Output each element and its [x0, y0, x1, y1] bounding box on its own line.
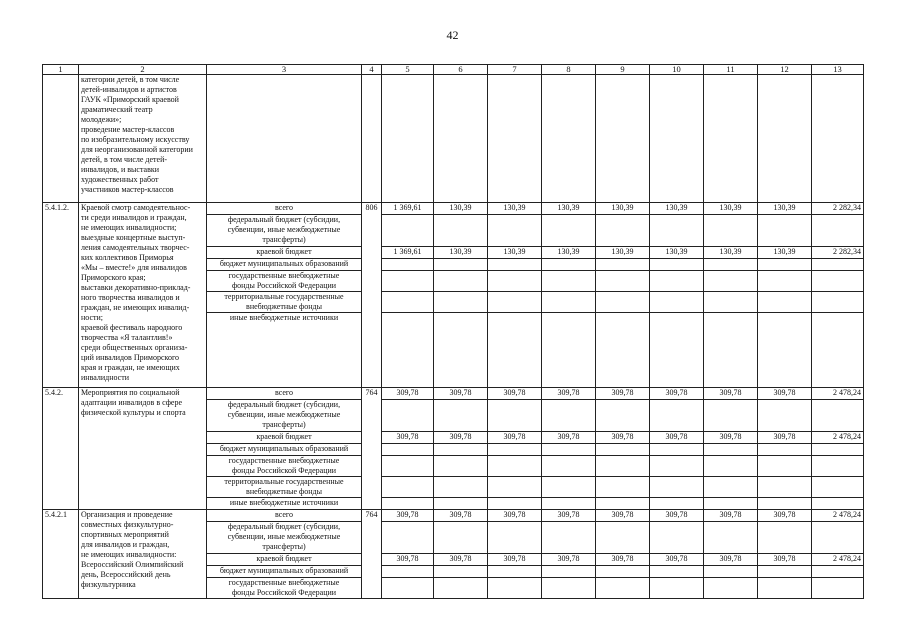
column-number: 10: [650, 65, 704, 75]
year-value: [542, 498, 596, 510]
year-value: [382, 271, 434, 292]
year-value: 309,78: [434, 554, 488, 566]
funding-row: [43, 388, 864, 400]
section-number: 5.4.2.1: [43, 510, 79, 599]
funding-source: бюджет муниципальных образований: [207, 566, 362, 578]
year-value: 309,78: [596, 388, 650, 400]
year-value: [704, 313, 758, 388]
column-number: 8: [542, 65, 596, 75]
total-value: [812, 215, 864, 247]
year-value: 130,39: [542, 247, 596, 259]
funding-source: государственные внебюджетные фонды Российской Федерации: [207, 271, 362, 292]
year-value: [596, 259, 650, 271]
year-value: [596, 215, 650, 247]
year-value: 309,78: [596, 510, 650, 522]
year-value: [542, 578, 596, 599]
year-value: [758, 456, 812, 477]
year-value: 130,39: [758, 247, 812, 259]
year-value: 309,78: [758, 510, 812, 522]
column-number: 4: [362, 65, 382, 75]
total-value: [812, 259, 864, 271]
year-value: [650, 477, 704, 498]
section-description: Организация и проведение совместных физкультурно- спортивных мероприятий для инвалидов и граждан, не имеющих инвалидности: Всероссийский Олимпийский день, Всероссийский день физкультурника: [79, 510, 207, 599]
year-value: 309,78: [488, 432, 542, 444]
year-value: 309,78: [434, 432, 488, 444]
year-value: 1 369,61: [382, 203, 434, 215]
year-value: [704, 522, 758, 554]
year-value: [596, 566, 650, 578]
section-number: 5.4.1.2.: [43, 203, 79, 388]
year-value: [758, 215, 812, 247]
year-value: [704, 477, 758, 498]
year-value: [382, 400, 434, 432]
year-value: 309,78: [704, 432, 758, 444]
funding-source: всего: [207, 388, 362, 400]
year-value: [704, 215, 758, 247]
year-value: 130,39: [650, 203, 704, 215]
funding-row: [43, 203, 864, 215]
year-value: [488, 292, 542, 313]
year-value: [488, 522, 542, 554]
year-value: 309,78: [650, 388, 704, 400]
year-value: [704, 498, 758, 510]
program-financing-table: [42, 64, 864, 599]
year-value: 309,78: [542, 554, 596, 566]
year-value: 309,78: [596, 432, 650, 444]
total-value: [812, 292, 864, 313]
year-value: [596, 271, 650, 292]
section-description: Краевой смотр самодеятельнос- ти среди инвалидов и граждан, не имеющих инвалидности; выездные концертные выступ- ления самодеятельных творчес- ких коллективов Приморья «Мы – вместе!» для инвалидов Приморского края; выставки декоративно-приклад- ного творчества инвалидов и граждан, не имеющих инвалид- ности; краевой фестиваль народного творчества «Я талантлив!» среди общественных организа- ций инвалидов Приморского края и граждан, не имеющих инвалидности: [79, 203, 207, 388]
funding-row: [43, 510, 864, 522]
total-value: [812, 578, 864, 599]
year-value: [758, 578, 812, 599]
year-value: 309,78: [758, 388, 812, 400]
year-value: [434, 456, 488, 477]
year-value: [542, 259, 596, 271]
year-value: 130,39: [596, 247, 650, 259]
year-value: 309,78: [596, 554, 650, 566]
year-value: 309,78: [704, 554, 758, 566]
funding-source: иные внебюджетные источники: [207, 313, 362, 388]
column-number: 6: [434, 65, 488, 75]
year-value: [488, 215, 542, 247]
year-value: [542, 400, 596, 432]
year-value: [650, 400, 704, 432]
year-value: 309,78: [650, 432, 704, 444]
year-value: [488, 456, 542, 477]
column-number: 3: [207, 65, 362, 75]
year-value: [596, 313, 650, 388]
year-value: [704, 566, 758, 578]
column-number-row: [43, 65, 864, 75]
year-value: [382, 292, 434, 313]
year-value: 309,78: [704, 510, 758, 522]
year-value: [650, 271, 704, 292]
year-value: [542, 271, 596, 292]
funding-source: всего: [207, 510, 362, 522]
year-value: [596, 578, 650, 599]
year-value: [434, 313, 488, 388]
year-value: [758, 477, 812, 498]
total-value: [812, 477, 864, 498]
year-value: [434, 215, 488, 247]
year-value: 130,39: [758, 203, 812, 215]
funding-source: государственные внебюджетные фонды Российской Федерации: [207, 578, 362, 599]
year-value: [382, 522, 434, 554]
funding-source: бюджет муниципальных образований: [207, 259, 362, 271]
year-value: [434, 522, 488, 554]
year-value: 309,78: [650, 554, 704, 566]
total-value: 2 478,24: [812, 510, 864, 522]
year-value: [650, 444, 704, 456]
year-value: [650, 522, 704, 554]
year-value: 130,39: [596, 203, 650, 215]
year-value: [758, 498, 812, 510]
total-value: [812, 400, 864, 432]
year-value: [542, 215, 596, 247]
year-value: [488, 313, 542, 388]
continuation-description: категории детей, в том числе детей-инвалидов и артистов ГАУК «Приморский краевой драматический театр молодежи»; проведение мастер-классов по изобразительному искусству для неорганизованной категории детей, в том числе детей- инвалидов, и выставки художественных работ участников мастер-классов: [79, 75, 207, 203]
year-value: [758, 259, 812, 271]
year-value: [758, 313, 812, 388]
year-value: 309,78: [382, 510, 434, 522]
section-number: 5.4.2.: [43, 388, 79, 510]
continuation-row: [43, 75, 864, 203]
year-value: 309,78: [650, 510, 704, 522]
year-value: [542, 313, 596, 388]
year-value: 309,78: [758, 554, 812, 566]
year-value: [704, 400, 758, 432]
total-value: 2 478,24: [812, 388, 864, 400]
year-value: [488, 498, 542, 510]
funding-source: бюджет муниципальных образований: [207, 444, 362, 456]
year-value: [704, 456, 758, 477]
year-value: 309,78: [382, 432, 434, 444]
funding-source: территориальные государственные внебюджетные фонды: [207, 292, 362, 313]
year-value: 130,39: [488, 203, 542, 215]
year-value: [382, 444, 434, 456]
budget-code: 764: [362, 388, 382, 510]
year-value: 1 369,61: [382, 247, 434, 259]
year-value: [434, 566, 488, 578]
year-value: [382, 498, 434, 510]
year-value: [434, 259, 488, 271]
year-value: 130,39: [704, 203, 758, 215]
funding-source: иные внебюджетные источники: [207, 498, 362, 510]
year-value: [434, 578, 488, 599]
year-value: [704, 271, 758, 292]
year-value: 309,78: [542, 388, 596, 400]
year-value: [650, 215, 704, 247]
year-value: [382, 578, 434, 599]
funding-source: краевой бюджет: [207, 432, 362, 444]
total-value: [812, 566, 864, 578]
column-number: 5: [382, 65, 434, 75]
year-value: [704, 292, 758, 313]
year-value: 309,78: [488, 554, 542, 566]
year-value: [434, 477, 488, 498]
year-value: [382, 313, 434, 388]
page-number: 42: [446, 28, 459, 42]
total-value: 2 282,34: [812, 203, 864, 215]
year-value: 130,39: [704, 247, 758, 259]
year-value: [704, 444, 758, 456]
year-value: [542, 522, 596, 554]
year-value: [434, 400, 488, 432]
year-value: [650, 456, 704, 477]
year-value: [382, 566, 434, 578]
year-value: [542, 444, 596, 456]
year-value: [758, 444, 812, 456]
total-value: [812, 456, 864, 477]
funding-source: краевой бюджет: [207, 554, 362, 566]
funding-source: федеральный бюджет (субсидии, субвенции, иные межбюджетные трансферты): [207, 215, 362, 247]
year-value: [488, 566, 542, 578]
year-value: [488, 477, 542, 498]
year-value: 130,39: [434, 247, 488, 259]
year-value: 309,78: [434, 388, 488, 400]
year-value: [650, 292, 704, 313]
year-value: [488, 259, 542, 271]
column-number: 1: [43, 65, 79, 75]
year-value: [650, 313, 704, 388]
year-value: 309,78: [382, 388, 434, 400]
year-value: [758, 400, 812, 432]
total-value: [812, 444, 864, 456]
year-value: [488, 444, 542, 456]
year-value: [542, 456, 596, 477]
year-value: 309,78: [382, 554, 434, 566]
section-description: Мероприятия по социальной адаптации инвалидов в сфере физической культуры и спорта: [79, 388, 207, 510]
total-value: 2 478,24: [812, 432, 864, 444]
year-value: [542, 566, 596, 578]
year-value: [758, 292, 812, 313]
column-number: 12: [758, 65, 812, 75]
year-value: [596, 477, 650, 498]
year-value: [704, 259, 758, 271]
funding-source: территориальные государственные внебюджетные фонды: [207, 477, 362, 498]
year-value: [596, 400, 650, 432]
year-value: [488, 578, 542, 599]
column-number: 2: [79, 65, 207, 75]
year-value: [758, 566, 812, 578]
year-value: [382, 456, 434, 477]
budget-code: 806: [362, 203, 382, 388]
year-value: [488, 400, 542, 432]
year-value: [434, 271, 488, 292]
funding-source: федеральный бюджет (субсидии, субвенции, иные межбюджетные трансферты): [207, 400, 362, 432]
funding-source: федеральный бюджет (субсидии, субвенции, иные межбюджетные трансферты): [207, 522, 362, 554]
year-value: [434, 292, 488, 313]
column-number: 7: [488, 65, 542, 75]
year-value: [758, 271, 812, 292]
year-value: [382, 215, 434, 247]
year-value: 309,78: [434, 510, 488, 522]
funding-source: всего: [207, 203, 362, 215]
funding-source: краевой бюджет: [207, 247, 362, 259]
year-value: [434, 498, 488, 510]
year-value: 130,39: [542, 203, 596, 215]
year-value: [650, 259, 704, 271]
year-value: [758, 522, 812, 554]
year-value: [596, 498, 650, 510]
year-value: [596, 292, 650, 313]
year-value: 309,78: [488, 510, 542, 522]
total-value: 2 282,34: [812, 247, 864, 259]
year-value: 309,78: [488, 388, 542, 400]
year-value: 309,78: [542, 510, 596, 522]
year-value: [596, 444, 650, 456]
column-number: 11: [704, 65, 758, 75]
year-value: [596, 456, 650, 477]
year-value: [704, 578, 758, 599]
total-value: [812, 313, 864, 388]
year-value: [596, 522, 650, 554]
year-value: [382, 259, 434, 271]
year-value: 130,39: [650, 247, 704, 259]
year-value: [488, 271, 542, 292]
total-value: 2 478,24: [812, 554, 864, 566]
year-value: [650, 578, 704, 599]
funding-source: государственные внебюджетные фонды Российской Федерации: [207, 456, 362, 477]
year-value: 130,39: [434, 203, 488, 215]
year-value: 309,78: [542, 432, 596, 444]
year-value: [650, 498, 704, 510]
column-number: 13: [812, 65, 864, 75]
year-value: [382, 477, 434, 498]
budget-code: 764: [362, 510, 382, 599]
total-value: [812, 522, 864, 554]
total-value: [812, 271, 864, 292]
year-value: 309,78: [704, 388, 758, 400]
year-value: 130,39: [488, 247, 542, 259]
total-value: [812, 498, 864, 510]
column-number: 9: [596, 65, 650, 75]
year-value: [542, 477, 596, 498]
year-value: [650, 566, 704, 578]
year-value: 309,78: [758, 432, 812, 444]
year-value: [542, 292, 596, 313]
section-number-cell: [43, 75, 79, 203]
year-value: [434, 444, 488, 456]
